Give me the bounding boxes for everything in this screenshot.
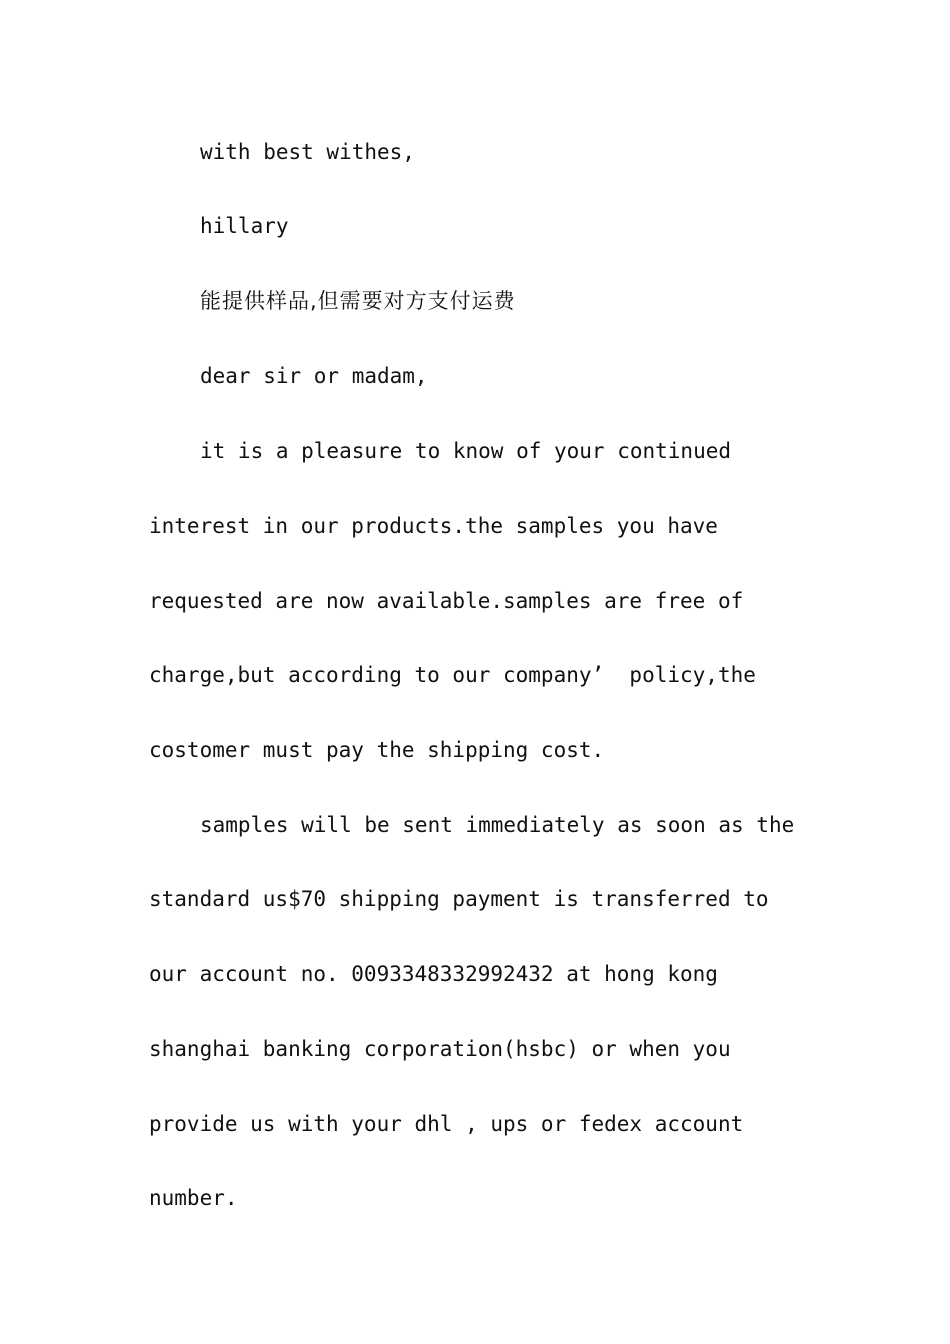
paragraph1-line: costomer must pay the shipping cost. (149, 738, 605, 762)
salutation-line: dear sir or madam, (200, 364, 428, 388)
paragraph1-line: charge,but according to our company’ policy,the (149, 663, 756, 687)
paragraph2-line: number. (149, 1186, 238, 1210)
closing-line: with best withes, (200, 140, 415, 164)
paragraph2-line: provide us with your dhl , ups or fedex account (149, 1112, 744, 1136)
paragraph2-line: standard us$70 shipping payment is transferred to (149, 887, 769, 911)
paragraph2-line: shanghai banking corporation(hsbc) or when you (149, 1037, 731, 1061)
paragraph1-line: interest in our products.the samples you have (149, 514, 718, 538)
signature-line: hillary (200, 214, 289, 238)
chinese-heading: 能提供样品,但需要对方支付运费 (200, 289, 516, 313)
paragraph2-line: our account no. 0093348332992432 at hong kong (149, 962, 718, 986)
paragraph2-line: samples will be sent immediately as soon as the (200, 813, 795, 837)
paragraph1-line: it is a pleasure to know of your continued (200, 439, 732, 463)
paragraph1-line: requested are now available.samples are free of (149, 589, 744, 613)
